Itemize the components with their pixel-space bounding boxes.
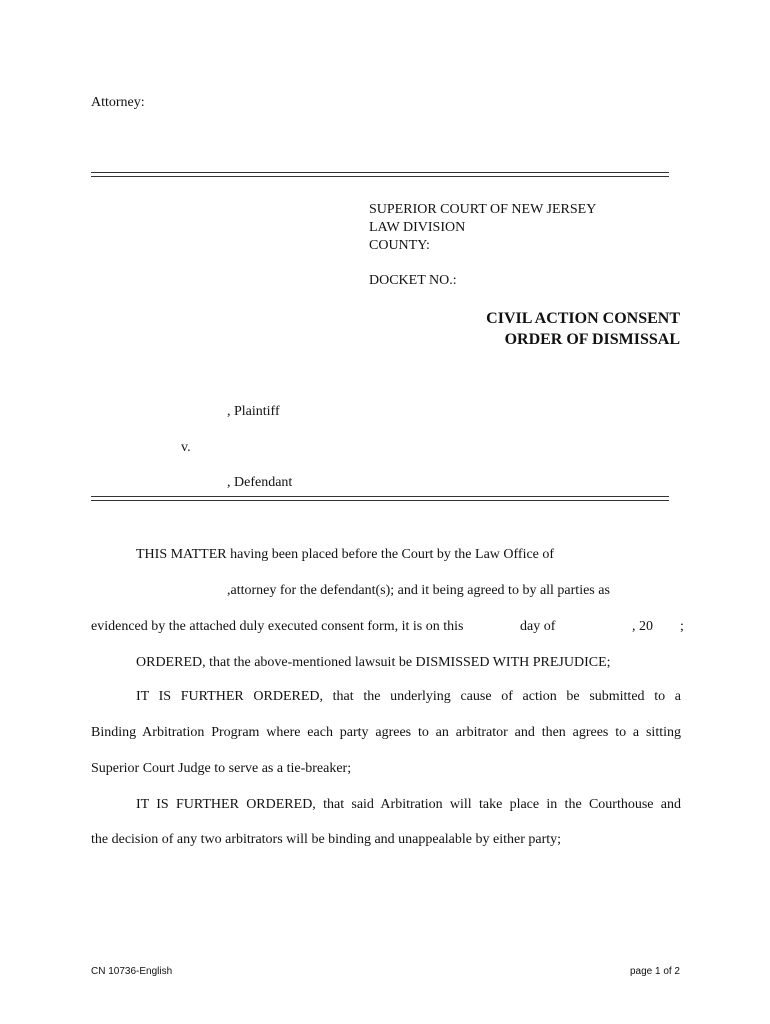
page-number: page 1 of 2	[629, 966, 680, 977]
paragraph-1-line-1: THIS MATTER having been placed before the Court by the Law Office of	[136, 547, 555, 562]
form-id: CN 10736-English	[91, 966, 173, 977]
top-divider	[91, 172, 669, 177]
paragraph-4-line-1: IT IS FURTHER ORDERED, that said Arbitration will take place in the Courthouse and	[136, 797, 681, 812]
plaintiff-label: , Plaintiff	[227, 404, 280, 419]
versus-label: v.	[181, 440, 191, 455]
paragraph-3-line-2: Binding Arbitration Program where each party agrees to an arbitrator and then agrees to a sitting	[91, 725, 681, 740]
caption-divider	[91, 496, 669, 501]
paragraph-4-line-2: the decision of any two arbitrators will be binding and unappealable by either party;	[91, 832, 562, 847]
semicolon: ;	[680, 619, 684, 634]
docket-number-label: DOCKET NO.:	[369, 273, 457, 288]
paragraph-3-line-3: Superior Court Judge to serve as a tie-breaker;	[91, 761, 352, 776]
paragraph-3-line-1: IT IS FURTHER ORDERED, that the underlying cause of action be submitted to a	[136, 689, 681, 704]
court-county: COUNTY:	[369, 238, 430, 253]
paragraph-1-line-3a: evidenced by the attached duly executed consent form, it is on this	[91, 619, 464, 634]
document-title-line-1: CIVIL ACTION CONSENT	[486, 310, 680, 327]
defendant-label: , Defendant	[227, 475, 293, 490]
court-division: LAW DIVISION	[369, 220, 466, 235]
paragraph-2: ORDERED, that the above-mentioned lawsuit be DISMISSED WITH PREJUDICE;	[136, 655, 611, 670]
document-title-line-2: ORDER OF DISMISSAL	[504, 331, 680, 348]
attorney-label: Attorney:	[91, 95, 145, 110]
year-label: , 20	[632, 619, 653, 634]
paragraph-1-line-2: ,attorney for the defendant(s); and it being agreed to by all parties as	[227, 583, 610, 598]
court-name: SUPERIOR COURT OF NEW JERSEY	[369, 202, 597, 217]
day-of-label: day of	[520, 619, 556, 634]
